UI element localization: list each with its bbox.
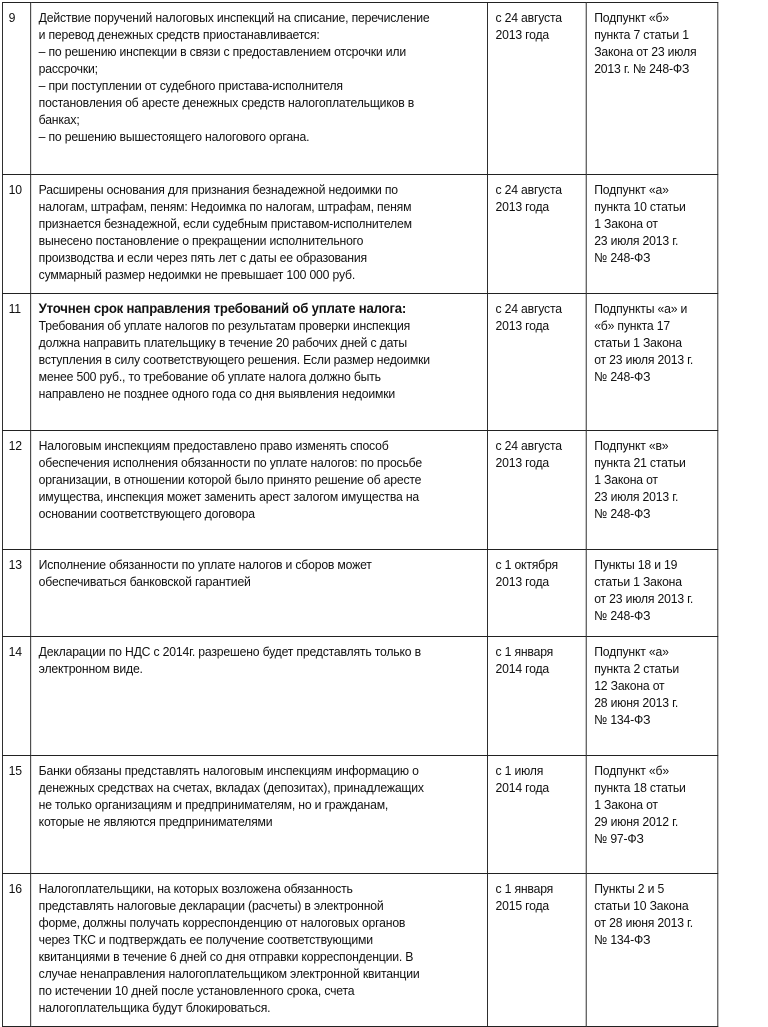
- description-line: признается безнадежной, если судебным приставом-исполнителем: [38, 216, 412, 231]
- reference-line: 2013 г. № 248-ФЗ: [594, 61, 690, 76]
- reference-line: № 248-ФЗ: [594, 608, 651, 623]
- reference-line: 12 Закона от: [594, 678, 665, 693]
- tax-changes-table: [2, 2, 718, 1027]
- table-row: [2, 431, 717, 550]
- reference-line: 1 Закона от: [594, 797, 658, 812]
- date-line: с 24 августа: [495, 301, 562, 316]
- reference-line: № 97-ФЗ: [594, 831, 644, 846]
- description-line: электронном виде.: [38, 661, 143, 676]
- row-effective-date: [488, 294, 587, 431]
- reference-line: от 28 июня 2013 г.: [594, 915, 694, 930]
- row-effective-date: [488, 550, 587, 637]
- table-row: [2, 175, 717, 294]
- description-line: рассрочки;: [38, 61, 98, 76]
- row-description: [31, 175, 488, 294]
- reference-line: Пункты 18 и 19: [594, 557, 678, 572]
- row-number: 12: [2, 431, 30, 550]
- date-line: с 24 августа: [495, 438, 562, 453]
- table-row: [2, 874, 717, 1027]
- date-line: 2013 года: [495, 455, 550, 470]
- reference-line: 1 Закона от: [594, 472, 658, 487]
- description-line: Требования об уплате налогов по результатам проверки инспекция: [38, 318, 411, 333]
- reference-line: № 134-ФЗ: [594, 932, 651, 947]
- reference-line: № 248-ФЗ: [594, 506, 651, 521]
- row-effective-date: [488, 431, 587, 550]
- description-line: обеспечения исполнения обязанности по уплате налогов: по просьбе: [38, 455, 422, 470]
- description-line: вынесено постановление о прекращении исполнительного: [38, 233, 364, 248]
- row-legal-reference: [586, 550, 718, 637]
- date-line: 2014 года: [495, 780, 550, 795]
- row-description: [31, 3, 488, 175]
- description-line: форме, должны получать корреспонденцию от налоговых органов: [38, 915, 406, 930]
- description-line: налогоплательщика будут блокироваться.: [38, 1000, 271, 1015]
- table-row: [2, 637, 717, 756]
- reference-line: 1 Закона от: [594, 216, 658, 231]
- description-line: денежных средствах на счетах, вкладах (депозитах), принадлежащих: [38, 780, 424, 795]
- reference-line: 23 июля 2013 г.: [594, 233, 679, 248]
- description-line: Действие поручений налоговых инспекций на списание, перечисление: [38, 10, 430, 25]
- row-effective-date: [488, 756, 587, 874]
- reference-line: статьи 1 Закона: [594, 574, 682, 589]
- date-line: 2013 года: [495, 574, 550, 589]
- reference-line: пункта 21 статьи: [594, 455, 686, 470]
- reference-line: Подпункт «а»: [594, 644, 669, 659]
- reference-line: 28 июня 2013 г.: [594, 695, 679, 710]
- date-line: с 24 августа: [495, 182, 562, 197]
- row-number: 16: [2, 874, 30, 1027]
- row-description: [31, 874, 488, 1027]
- table-row: [2, 3, 717, 175]
- reference-line: пункта 10 статьи: [594, 199, 686, 214]
- description-line: банках;: [38, 112, 80, 127]
- reference-line: «б» пункта 17: [594, 318, 670, 333]
- description-line: основании соответствующего договора: [38, 506, 255, 521]
- description-line: – по решению вышестоящего налогового органа.: [38, 129, 310, 144]
- date-line: 2014 года: [495, 661, 550, 676]
- description-line: менее 500 руб., то требование об уплате налога должно быть: [38, 369, 381, 384]
- table-row: [2, 550, 717, 637]
- description-line: вступления в силу соответствующего решения. Если размер недоимки: [38, 352, 430, 367]
- date-line: с 1 января: [495, 644, 554, 659]
- reference-line: Подпункт «б»: [594, 763, 669, 778]
- description-line: не только организациям и предпринимателям, но и гражданам,: [38, 797, 389, 812]
- date-line: 2013 года: [495, 318, 550, 333]
- reference-line: Закона от 23 июля: [594, 44, 697, 59]
- date-line: с 1 октября: [495, 557, 558, 572]
- description-heading: Уточнен срок направления требований об уплате налога:: [38, 300, 407, 316]
- description-line: которые не являются предпринимателями: [38, 814, 273, 829]
- description-line: налогам, штрафам, пеням: Недоимка по налогам, штрафам, пеням: [38, 199, 412, 214]
- row-description: [31, 756, 488, 874]
- description-line: – по решению инспекции в связи с предоставлением отсрочки или: [38, 44, 406, 59]
- row-number: 11: [2, 294, 30, 431]
- reference-line: Подпункт «в»: [594, 438, 669, 453]
- row-legal-reference: [586, 756, 718, 874]
- description-line: имущества, инспекция может заменить арест залогом имущества на: [38, 489, 419, 504]
- description-line: Налогоплательщики, на которых возложена обязанность: [38, 881, 353, 896]
- reference-line: статьи 1 Закона: [594, 335, 682, 350]
- description-line: организации, в отношении которой было принято решение об аресте: [38, 472, 422, 487]
- reference-line: 29 июня 2012 г.: [594, 814, 679, 829]
- row-legal-reference: [586, 3, 718, 175]
- row-effective-date: [488, 175, 587, 294]
- date-line: 2013 года: [495, 199, 550, 214]
- description-line: должна направить плательщику в течение 20 рабочих дней с даты: [38, 335, 407, 350]
- reference-line: Подпункт «а»: [594, 182, 669, 197]
- description-line: Расширены основания для признания безнадежной недоимки по: [38, 182, 398, 197]
- description-line: Банки обязаны представлять налоговым инспекциям информацию о: [38, 763, 419, 778]
- description-line: через ТКС и подтверждать ее получение соответствующими: [38, 932, 373, 947]
- date-line: 2015 года: [495, 898, 550, 913]
- date-line: 2013 года: [495, 27, 550, 42]
- reference-line: пункта 7 статьи 1: [594, 27, 689, 42]
- description-line: Налоговым инспекциям предоставлено право изменять способ: [38, 438, 389, 453]
- row-description: [31, 637, 488, 756]
- row-description: [31, 431, 488, 550]
- reference-line: 23 июля 2013 г.: [594, 489, 679, 504]
- row-description: [31, 294, 488, 431]
- row-number: 10: [2, 175, 30, 294]
- reference-line: от 23 июля 2013 г.: [594, 352, 694, 367]
- table-row: [2, 294, 717, 431]
- description-line: суммарный размер недоимки не превышает 100 000 руб.: [38, 267, 356, 282]
- reference-line: Подпункты «а» и: [594, 301, 688, 316]
- date-line: с 1 июля: [495, 763, 544, 778]
- row-legal-reference: [586, 294, 718, 431]
- description-line: и перевод денежных средств приостанавливается:: [38, 27, 320, 42]
- row-legal-reference: [586, 431, 718, 550]
- row-effective-date: [488, 637, 587, 756]
- row-description: [31, 550, 488, 637]
- description-line: – при поступлении от судебного пристава-исполнителя: [38, 78, 343, 93]
- row-legal-reference: [586, 175, 718, 294]
- reference-line: № 134-ФЗ: [594, 712, 651, 727]
- date-line: с 24 августа: [495, 10, 562, 25]
- reference-line: статьи 10 Закона: [594, 898, 689, 913]
- row-number: 13: [2, 550, 30, 637]
- table-body: [2, 3, 717, 1027]
- reference-line: пункта 2 статьи: [594, 661, 680, 676]
- row-number: 9: [2, 3, 30, 175]
- reference-line: № 248-ФЗ: [594, 369, 651, 384]
- description-line: случае ненаправления налогоплательщиком электронной квитанции: [38, 966, 420, 981]
- row-effective-date: [488, 874, 587, 1027]
- description-line: представлять налоговые декларации (расчеты) в электронной: [38, 898, 384, 913]
- description-line: производства и если через пять лет с даты ее образования: [38, 250, 367, 265]
- row-number: 14: [2, 637, 30, 756]
- row-legal-reference: [586, 874, 718, 1027]
- reference-line: № 248-ФЗ: [594, 250, 651, 265]
- description-line: Исполнение обязанности по уплате налогов и сборов может: [38, 557, 372, 572]
- reference-line: пункта 18 статьи: [594, 780, 686, 795]
- description-line: по истечении 10 дней после установленного срока, счета: [38, 983, 355, 998]
- description-line: квитанциями в течение 6 дней со дня отправки корреспонденции. В: [38, 949, 414, 964]
- date-line: с 1 января: [495, 881, 554, 896]
- reference-line: от 23 июля 2013 г.: [594, 591, 694, 606]
- table-row: [2, 756, 717, 874]
- row-legal-reference: [586, 637, 718, 756]
- reference-line: Подпункт «б»: [594, 10, 669, 25]
- description-line: обеспечиваться банковской гарантией: [38, 574, 251, 589]
- description-line: направлено не позднее одного года со дня выявления недоимки: [38, 386, 395, 401]
- description-line: постановления об аресте денежных средств налогоплательщиков в: [38, 95, 415, 110]
- reference-line: Пункты 2 и 5: [594, 881, 665, 896]
- row-number: 15: [2, 756, 30, 874]
- row-effective-date: [488, 3, 587, 175]
- description-line: Декларации по НДС с 2014г. разрешено будет представлять только в: [38, 644, 421, 659]
